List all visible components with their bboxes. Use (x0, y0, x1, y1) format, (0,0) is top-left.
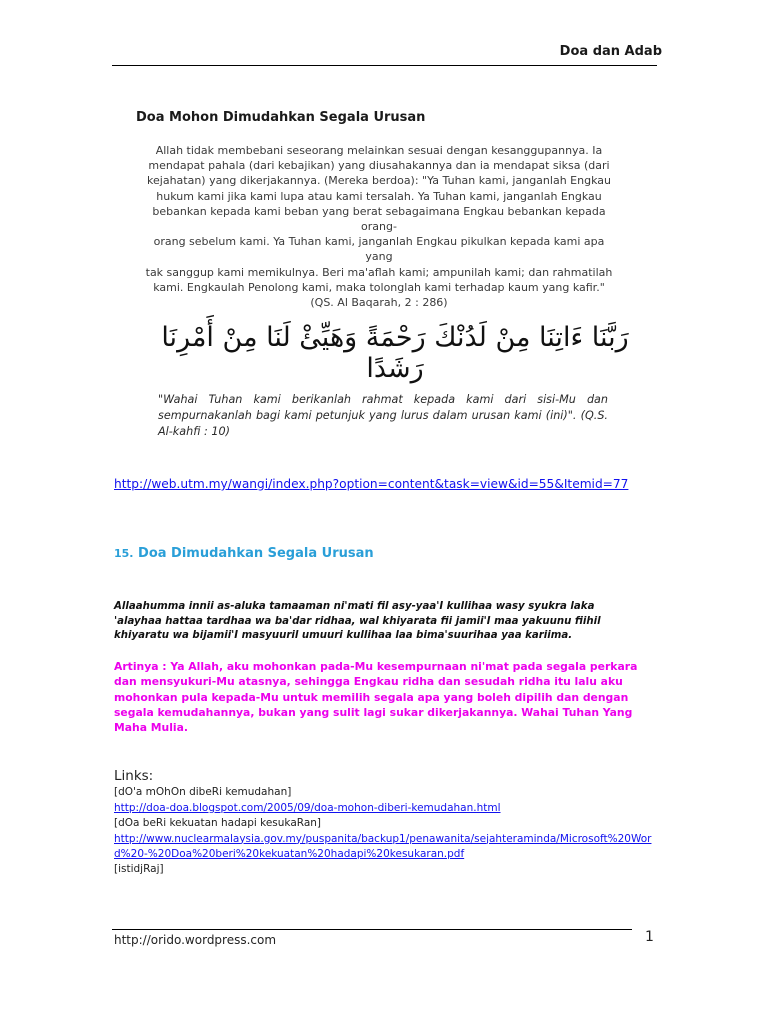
footer-url: http://orido.wordpress.com (114, 933, 277, 947)
arabic-verse: رَبَّنَا ءَاتِنَا مِنْ لَدُنْكَ رَحْمَةً وَهَيِّئْ لَنَا مِنْ أَمْرِنَا رَشَدًا (161, 322, 629, 384)
section-body (140, 143, 618, 310)
body-line: kami. Engkaulah Penolong kami, maka tolonglah kami terhadap kaum yang kafir." (153, 280, 605, 294)
link-url[interactable]: http://doa-doa.blogspot.com/2005/09/doa-mohon-diberi-kemudahan.html (114, 801, 501, 814)
body-line: hukum kami jika kami lupa atau kami tersalah. Ya Tuhan kami, janganlah Engkau (156, 189, 602, 203)
header-title: Doa dan Adab (559, 44, 662, 59)
translation: Artinya : Ya Allah, aku mohonkan pada-Mu kesempurnaan ni'mat pada segala perkara dan mensyukuri-Mu atasnya, sehingga Engkau ridha dan sesudah ridha itu lalu aku mohonkan pula kepada-Mu untuk memilih segala apa yang boleh dipilih dan dengan segala kemudahannya, bukan yang sulit lagi sukar dikerjakannya. Wahai Tuhan Yang Maha Mulia. (114, 660, 638, 735)
section-title: Doa Mohon Dimudahkan Segala Urusan (136, 110, 426, 125)
body-line: kejahatan) yang dikerjakannya. (Mereka berdoa): "Ya Tuhan kami, janganlah Engkau (147, 174, 611, 188)
link-label: [istidjRaj] (114, 863, 164, 876)
body-line: tak sanggup kami memikulnya. Beri ma'aflah kami; ampunilah kami; dan rahmatilah (145, 265, 613, 279)
section-number: 15. (114, 547, 134, 560)
body-line: bebankan kepada kami beban yang berat sebagaimana Engkau bebankan kepada orang- (152, 204, 606, 234)
link-url[interactable]: http://www.nuclearmalaysia.gov.my/puspanita/backup1/penawanita/sejahteraminda/Microsoft%20Word%20-%20Doa%20beri%20kekuatan%20hadapi%20kesukaran.pdf (114, 832, 652, 861)
source-link[interactable]: http://web.utm.my/wangi/index.php?option=content&task=view&id=55&Itemid=77 (114, 477, 629, 491)
link-label: [dOa beRi kekuatan hadapi kesukaRan] (114, 817, 322, 830)
page-number: 1 (645, 929, 654, 945)
header-rule (112, 65, 657, 66)
links-block (114, 769, 659, 878)
transliteration: Allaahumma innii as-aluka tamaaman ni'mati fil asy-yaa'I kullihaa wasy syukra laka 'alayhaa hattaa tardhaa wa ba'dar ridhaa, wal khiyarata fii jamii'I maa yakuunu fiihil khiyaratu wa bijamii'I masyuuril umuuri kullihaa laa bima'suurihaa yaa kariima. (114, 601, 601, 642)
footer-rule (112, 929, 632, 930)
verse-translation: "Wahai Tuhan kami berikanlah rahmat kepada kami dari sisi-Mu dan sempurnakanlah bagi kami petunjuk yang lurus dalam urusan kami (ini)". (Q.S. Al-kahfi : 10) (158, 393, 608, 438)
section-title-text: Doa Dimudahkan Segala Urusan (138, 546, 374, 561)
body-line: orang sebelum kami. Ya Tuhan kami, janganlah Engkau pikulkan kepada kami apa yang (153, 235, 605, 264)
links-heading: Links: (114, 768, 154, 784)
body-line: Allah tidak membebani seseorang melainkan sesuai dengan kesanggupannya. Ia (155, 144, 603, 157)
section-title-2 (114, 546, 374, 561)
verse-reference: (QS. Al Baqarah, 2 : 286) (310, 296, 448, 310)
body-line: mendapat pahala (dari kebajikan) yang diusahakannya dan ia mendapat siksa (dari (148, 159, 610, 173)
link-label: [dO'a mOhOn dibeRi kemudahan] (114, 786, 292, 799)
